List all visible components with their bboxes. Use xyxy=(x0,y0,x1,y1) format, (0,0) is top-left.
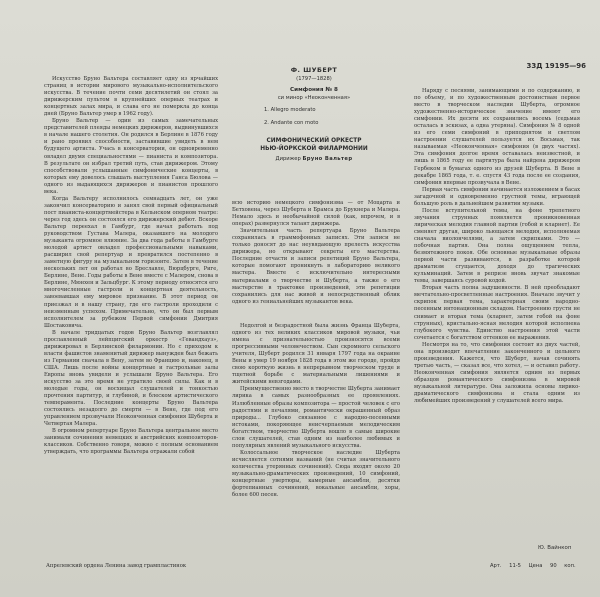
middle-paragraph: Значительная часть репертуара Бруно Вальтера сохранилась в граммофонных записях. Эти записи не только доносят до нас неувядающую прелесть искусства дирижера, но открывают секреты его мастерства. Последние отчасти и записи репетиций Бруно Вальтера, которые помогают проникнуть в лабораторию великого мастера. Вместе с исключительно интересными материалами о творчестве и Шуберта, а также о его мастерстве в трактовке произведений, эти репетиции сохранились для нас живой и непосредственный облик одного из гениальнейших музыкантов века. xyxy=(232,228,400,305)
right-paragraph: Несмотря на то, что симфония состоит из двух частей, она производит впечатление законченного и цельного произведения. Кажется, что Шуберт, начав сочинять третью часть, — сказал все, что хотел, — и оставил работу. Неоконченная симфония является одним из первых образцов романтического симфонизма в мировой музыкальной литературе. Она заложила основы лирико-драматического симфонизма и стала одним из любимейших произведений у слушателей всего мира. xyxy=(414,341,580,405)
conductor-name: Бруно Вальтер xyxy=(302,156,353,162)
orchestra-line-1: СИМФОНИЧЕСКИЙ ОРКЕСТР xyxy=(266,138,362,144)
middle-paragraph: Преимущественно место в творчестве Шуберта занимает лирика в самых разнообразных ее проявлениях. Излюбленные образы композитора — простой человек с его радостями и печалями, романтически окрашенный образ природы... Глубоко связанное с народно-песенными истоками, покоряющее неисчерпаемым мелодическим богатством, творчество Шуберта вошло в самые широкие слои слушателей, став одним из наиболее любимых и популярных явлений музыкального искусства. xyxy=(232,386,400,449)
middle-column-top xyxy=(232,200,400,318)
left-paragraph: Искусство Бруно Вальтера составляет одну из ярчайших страниц в истории мирового музыкально-исполнительского искусства. В течение почти семи десятилетий он стоял за дирижерским пультом в крупнейших оперных театрах и концертных залах мира, и слава его не померкла до конца дней (Бруно Вальтер умер в 1962 году). xyxy=(44,76,218,118)
right-paragraph: Наряду с песнями, занимающими и по содержанию, и по объему, и по художественным достоинствам первое место в творческом наследии Шуберта, огромное художественно-историческое значение имеют его симфонии. Их десяти их сохранились восемь (седьмая осталась в эскизах, а одна утеряна). Симфония № 8 одной из его семи симфоний в приподнятом и светлом настроении слушателей пользуется их Восьмая, так называемая «Неоконченная» симфония (в двух частях). Эта симфония долгое время оставалась неизвестной, и лишь в 1865 году ее партитура была найдена дирижером Гербеком в бумагах одного из друзей Шуберта. В Вене в декабре 1865 года, т. е. спустя 43 года после ее создания, симфония впервые прозвучала в Вене. xyxy=(414,88,580,186)
composer-name: Ф. ШУБЕРТ xyxy=(290,66,338,74)
right-paragraph: После вступительной темы, на фоне трепетного звучания струнных появляется проникновенная лирическая мелодия главной партии (гобой и кларнет). Ее сменяет другая, широко льющаяся мелодия, исполняемая сначала виолончелями, а затем скрипками. Это — побочная партия. Она полна ощущением тепла, безмятежного покоя. Обе основные музыкальные образы первой части развиваются, в разработке которой драматизм сгущается, доходя до трагических кульминаций. Затем в репризе вновь звучат знакомые темы, завершаясь суровой кодой. xyxy=(414,207,580,285)
movement-1: 1. Allegro moderato xyxy=(264,107,316,113)
catalog-code: 33Д 19195—96 xyxy=(526,62,586,70)
movement-2: 2. Andante con moto xyxy=(264,120,319,126)
manufacturer-line: Апрелевский ордена Ленина завод грампластинок xyxy=(46,563,187,569)
article-author: Ю. Вайнкоп xyxy=(538,545,572,551)
middle-column-bottom xyxy=(232,323,400,561)
middle-paragraph: Недолгой и безрадостной была жизнь Франца Шуберта, одного из тех великих классиков мировой музыки, чьи имена с признательностью произносятся всеми прогрессивными человечеством. Сын скромного сельского учителя, Шуберт родился 31 января 1797 года на окраине Вены и умер 19 ноября 1828 года в этом же городе, пройдя свою короткую жизнь в непрерывном творческом труде и тщетной борьбе с материальными лишениями и житейскими невзгодами. xyxy=(232,323,400,386)
right-paragraph: Вторая часть полна задушевности. В ней преобладают мечтательно-просветленные настроения. Вначале звучит у скрипок первая тема, характерная своим народно-песенным интонационным складом. Настроению грусти не снимает и вторая тема (кларнет, затем гобой на фоне струнных), кристально-ясная мелодия которой исполнена глубокого чувства. Единство настроения этой части сочетается с богатством оттенков ее выражения. xyxy=(414,285,580,341)
left-paragraph: В огромном репертуаре Бруно Вальтера центральное место занимали сочинения немецких и австрийских композиторов-классиков. Собственно говоря, можно с полным основанием утверждать, что программы Вальтера отражали собой xyxy=(44,428,218,456)
work-key: си минор «Неоконченная» xyxy=(277,95,351,101)
conductor-label: Дирижер xyxy=(275,156,301,162)
left-column xyxy=(44,76,218,560)
work-title: Симфония № 8 xyxy=(290,87,338,93)
middle-paragraph: всю историю немецкого симфонизма — от Моцарта и Бетховена, через Шуберта и Брамса до Брукнера и Малера. Немало здесь и необычайной силой (как, впрочем, и в операх) развернулся талант дирижера. xyxy=(232,200,400,228)
left-paragraph: В начале тридцатых годов Бруно Вальтер возглавлял прославленный лейпцигский оркестр «Гевандхауз», дирижировал в Берлинской филармонии. Но с приходом к власти фашистов знаменитый дирижер вынужден был бежать из Германии сначала в Вену, затем во Францию и, наконец, в США. Лишь после войны концертные и гастрольные залы Европы вновь увидели и услышали Бруно Вальтера. Его искусство за это время не утратило своей силы. Как и в молодые годы, он восхищал слушателей и тонкостью прочтения партитур, и глубиной, и блеском артистического темперамента. Последние концерты Бруно Вальтера состоялись незадолго до смерти — в Вене, где под его управлением прозвучали Неоконченная симфония Шуберта и Четвертая Малера. xyxy=(44,329,218,428)
orchestra-line-2: НЬЮ-ЙОРКСКОЙ ФИЛАРМОНИИ xyxy=(260,145,368,152)
price-line: Арт. 11-5 Цена 90 коп. xyxy=(490,563,576,569)
program-block xyxy=(244,66,384,162)
composer-dates: (1797—1828) xyxy=(296,76,332,82)
orchestra-name xyxy=(244,138,384,153)
conductor-line xyxy=(244,156,384,162)
left-paragraph: Бруно Вальтер — один из самых замечательных представителей плеяды немецких дирижеров, выдвинувшихся в начале нашего столетия. Он родился в Берлине в 1876 году и рано проявил способности, заставившие увидеть в нем будущего артиста. Учась в консерватории, он одновременно овладел двумя специальностями — пианиста и композитора. В результате он избрал третий путь, став дирижером. Этому способствовали услышанные симфонические концерты, в которых ему довелось слышать выступления Ганса Бюлова — одного из выдающихся дирижеров и пианистов прошлого века. xyxy=(44,118,218,195)
right-paragraph: Первая часть симфонии начинается изложением в басах загадочной и одновременно грустной темы, играющей большую роль в дальнейшем развитии музыки. xyxy=(414,186,580,207)
left-paragraph: Когда Вальтеру исполнилось семнадцать лет, он уже закончил консерваторию и занял свой первый официальный пост пианиста-концертмейстера в Кельнском оперном театре: через год здесь он состоялся его дирижерский дебют. Вскоре Вальтер переехал в Гамбург, где начал работать под руководством Густава Малера, оказавшего на молодого музыканта огромное влияние. За два года работы в Гамбурге молодой артист овладел профессиональными навыками, расширил свой репертуар и превратился постепенно в заметную фигуру на музыкальном горизонте. Затем в течение нескольких лет он работал во Бреславле, Вюрцбурге, Риге, Берлине, Вене. Годы работы в Вене вместе с Малером, снова в Берлине, Мюнхен и Зальцбург. К этому периоду относятся его многочисленные гастроли и концертная деятельность, завоевавшая ему мировое признание. В этот период он приезжал и в нашу страну, где его гастроли проходили с неизменным успехом. Примечательно, что он был первым исполнителем за рубежом Первой симфонии Дмитрия Шостаковича. xyxy=(44,195,218,329)
right-column xyxy=(414,88,580,544)
middle-paragraph: Колоссальное творческое наследие Шуберта исчисляется сотнями названий (не считая значительного количества утерянных сочинений). Сюда входят около 20 музыкально-драматических произведений, 10 симфоний, концертные увертюры, камерные ансамбли, десятки фортепианных сочинений, вокальные ансамбли, хоры, более 600 песен. xyxy=(232,449,400,499)
